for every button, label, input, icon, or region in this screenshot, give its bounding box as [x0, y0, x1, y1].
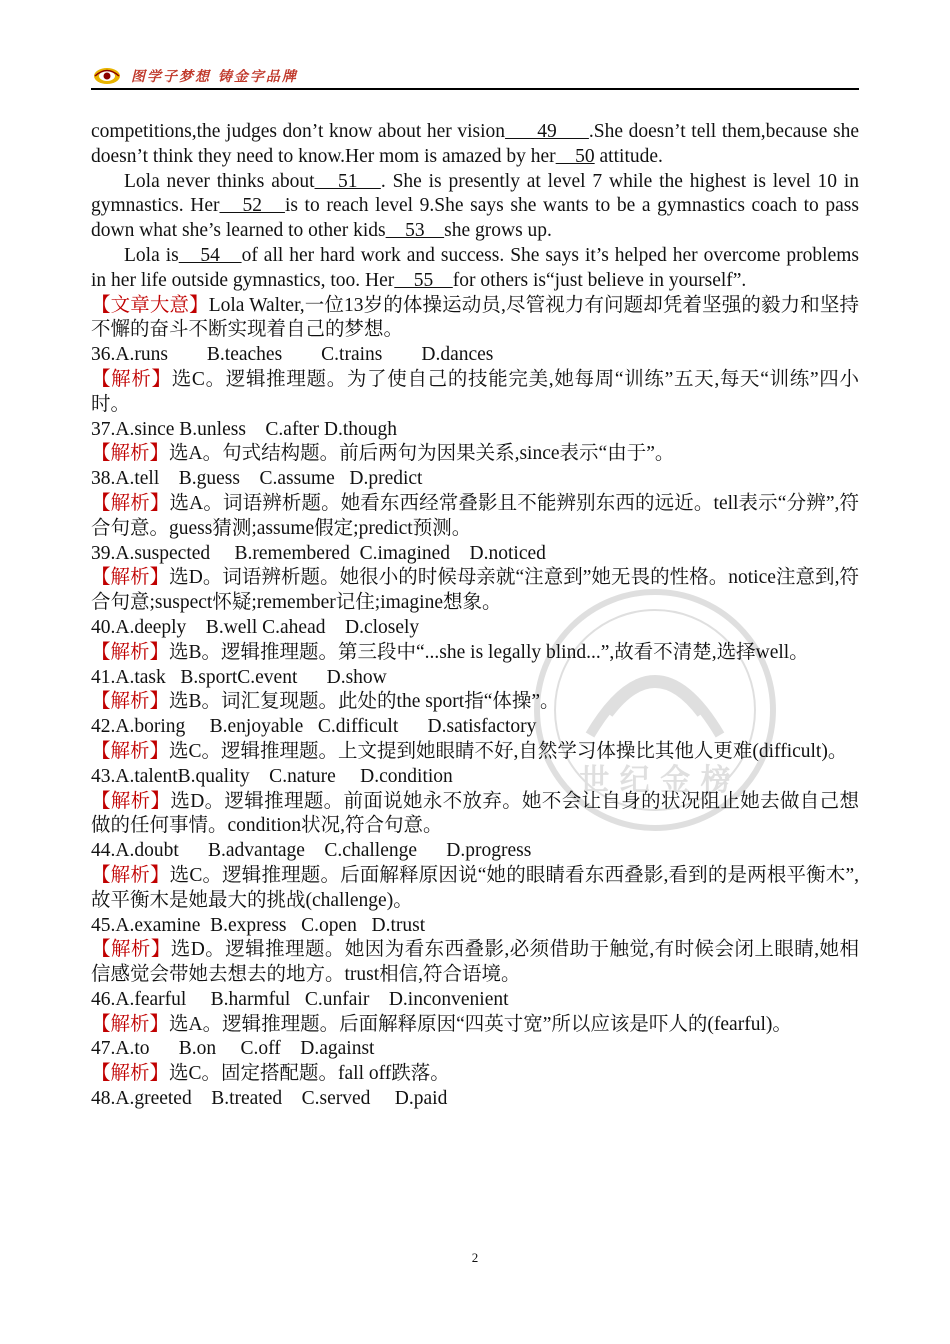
explanation-text: 选A。逻辑推理题。后面解释原因“四英寸宽”所以应该是吓人的(fearful)。 [169, 1013, 792, 1035]
answer-blank: 54 [178, 244, 242, 266]
passage-text: she grows up. [444, 220, 552, 242]
explanation-label: 【解析】 [91, 641, 170, 663]
passage-text: Lola is [124, 244, 179, 266]
question-options: 36.A.runs B.teaches C.trains D.dances [91, 344, 494, 366]
explanation-label: 【解析】 [91, 790, 171, 812]
explanation-text: 选B。词汇复现题。此处的the sport指“体操”。 [169, 691, 560, 713]
passage-paragraph-3 [91, 244, 859, 294]
explanation-label: 【解析】 [91, 443, 170, 465]
question-options: 37.A.since B.unless C.after D.though [91, 418, 398, 440]
question-explanation [91, 864, 859, 914]
explanation-text: 选C。逻辑推理题。上文提到她眼睛不好,自然学习体操比其他人更难(difficult)。 [169, 740, 848, 762]
question-options: 39.A.suspected B.remembered C.imagined D.noticed [91, 542, 546, 564]
explanation-label: 【解析】 [91, 1063, 170, 1085]
question-options: 45.A.examine B.express C.open D.trust [91, 914, 426, 936]
question-options: 43.A.talentB.quality C.nature D.condition [91, 765, 453, 787]
explanation-label: 【解析】 [91, 492, 170, 514]
passage-paragraph-1 [91, 120, 859, 170]
question-explanation [91, 442, 859, 467]
question-options: 41.A.task B.sportC.event D.show [91, 666, 387, 688]
question-explanation [91, 1013, 859, 1038]
explanation-text: 选C。逻辑推理题。为了使自己的技能完美,她每周“训练”五天,每天“训练”四小时。 [91, 368, 859, 415]
answer-blank: 53 [385, 220, 445, 242]
question-options: 47.A.to B.on C.off D.against [91, 1038, 375, 1060]
explanation-text: 选A。句式结构题。前后两句为因果关系,since表示“由于”。 [169, 443, 675, 465]
question-explanation [91, 1062, 859, 1087]
passage-text: of all her hard work and success. She says it’s helped her overcome problems in her life outside gymnastics, too. Her [91, 244, 859, 291]
passage-text: Lola never thinks about [124, 170, 315, 192]
book-eye-logo-icon [93, 65, 121, 85]
question-options: 46.A.fearful B.harmful C.unfair D.inconvenient [91, 988, 509, 1010]
explanation-text: 选D。词语辨析题。她很小的时候母亲就“注意到”她无畏的性格。notice注意到,符合句意;suspect怀疑;remember记住;imagine想象。 [91, 567, 859, 614]
question-options: 40.A.deeply B.well C.ahead D.closely [91, 616, 420, 638]
passage-text: competitions,the judges don’t know about her vision [91, 121, 506, 142]
passage-text: is to reach level 9.She says she wants to be a gymnastics coach to pass down what she’s learned to other kids [91, 195, 859, 242]
watermark-text: 世 纪 金 榜 [579, 763, 731, 798]
question-explanation [91, 790, 859, 840]
page-header [91, 64, 859, 90]
question-explanation [91, 938, 859, 988]
header-slogan: 图学子梦想 铸金字品牌 [131, 69, 298, 85]
question-explanation [91, 566, 859, 616]
summary [91, 294, 859, 344]
question-explanation [91, 690, 859, 715]
explanation-text: 选C。固定搭配题。fall off跌落。 [169, 1063, 450, 1085]
explanation-label: 【解析】 [91, 864, 170, 886]
explanation-label: 【解析】 [91, 567, 170, 589]
document-body [91, 120, 859, 1112]
explanation-label: 【解析】 [91, 939, 171, 961]
question-options: 42.A.boring B.enjoyable C.difficult D.satisfactory [91, 716, 537, 738]
passage-paragraph-2 [91, 170, 859, 244]
explanation-label: 【解析】 [91, 691, 170, 713]
question-explanation [91, 740, 859, 765]
question-explanation [91, 492, 859, 542]
page-number: 2 [471, 1250, 479, 1265]
explanation-label: 【解析】 [91, 740, 170, 762]
passage-text: for others is“just believe in yourself”. [452, 269, 747, 291]
summary-text: Lola Walter,一位13岁的体操运动员,尽管视力有问题却凭着坚强的毅力和坚持不懈的奋斗不断实现着自己的梦想。 [91, 294, 859, 341]
answer-blank: 55 [394, 269, 453, 291]
answer-blank: 52 [219, 195, 285, 217]
passage-text: . She is presently at level 7 while the highest is level 10 in gymnastics. Her [91, 170, 859, 217]
question-explanation [91, 641, 859, 666]
answer-blank: 50 [555, 145, 595, 167]
question-explanation [91, 368, 859, 418]
explanation-text: 选C。逻辑推理题。后面解释原因说“她的眼睛看东西叠影,看到的是两根平衡木”,故平衡木是她最大的挑战(challenge)。 [91, 864, 859, 911]
explanation-text: 选B。逻辑推理题。第三段中“...she is legally blind...”,故看不清楚,选择well。 [169, 641, 809, 663]
passage-text: attitude. [594, 145, 663, 167]
question-options: 48.A.greeted B.treated C.served D.paid [91, 1088, 448, 1110]
explanation-text: 选A。词语辨析题。她看东西经常叠影且不能辨别东西的远近。tell表示“分辨”,符合句意。guess猜测;assume假定;predict预测。 [91, 492, 859, 539]
answer-blank: 51 [314, 170, 381, 192]
question-list [91, 343, 859, 1112]
explanation-text: 选D。逻辑推理题。前面说她永不放弃。她不会让自身的状况阻止她去做自己想做的任何事情。condition状况,符合句意。 [91, 790, 859, 837]
question-options: 44.A.doubt B.advantage C.challenge D.progress [91, 840, 532, 862]
summary-label: 【文章大意】 [91, 294, 209, 316]
question-options: 38.A.tell B.guess C.assume D.predict [91, 468, 423, 490]
explanation-label: 【解析】 [91, 368, 172, 390]
explanation-label: 【解析】 [91, 1013, 170, 1035]
explanation-text: 选D。逻辑推理题。她因为看东西叠影,必须借助于触觉,有时候会闭上眼睛,她相信感觉会带她去想去的地方。trust相信,符合语境。 [91, 939, 859, 986]
passage-text: .She doesn’t tell them,because she doesn’t think they need to know.Her mom is amazed by her [91, 121, 859, 167]
answer-blank: 49 [505, 121, 589, 142]
